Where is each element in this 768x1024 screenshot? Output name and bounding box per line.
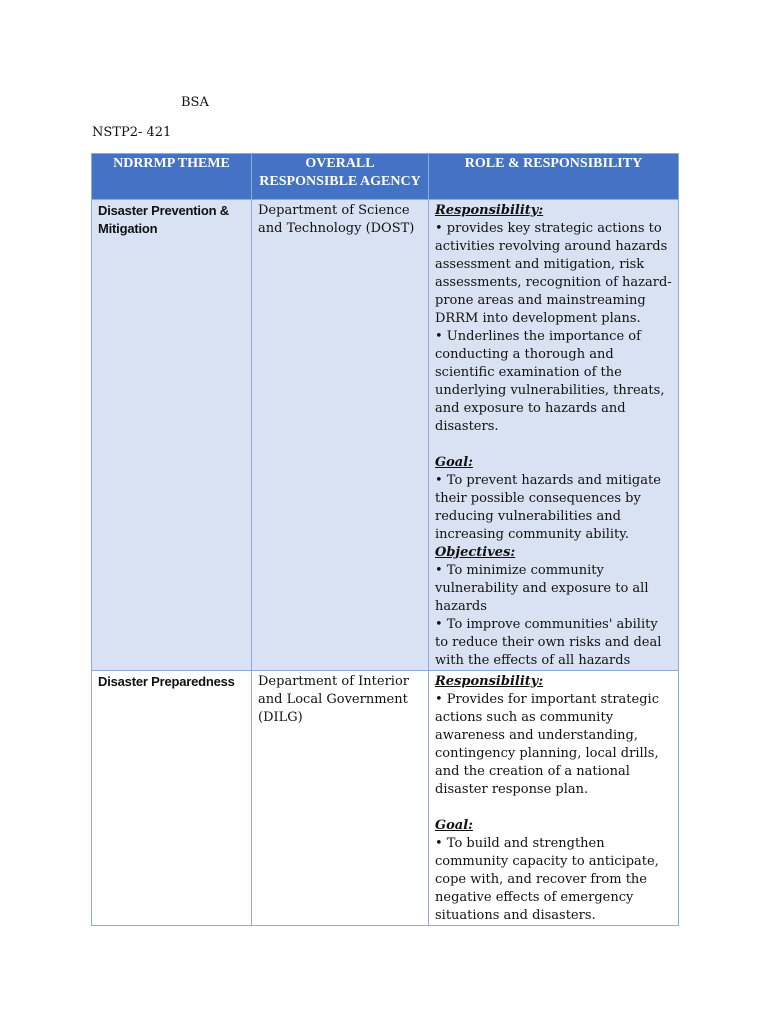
objective-item: • To improve communities' ability to reduce their own risks and deal with the effects of all hazards: [435, 617, 662, 668]
table-row: [92, 671, 679, 926]
ndrrmp-table: [91, 153, 679, 926]
table-header-row: [92, 154, 679, 200]
table-row: [92, 200, 679, 671]
goal-item: • To prevent hazards and mitigate their possible consequences by reducing vulnerabilities and increasing community ability.: [435, 473, 661, 542]
column-header-role: ROLE & RESPONSIBILITY: [429, 154, 679, 200]
goal-item: • To build and strengthen community capacity to anticipate, cope with, and recover from the negative effects of emergency situations and disasters.: [435, 836, 659, 923]
goal-label: Goal:: [435, 455, 473, 470]
course-code: NSTP2- 421: [92, 125, 172, 140]
spacer: [435, 436, 672, 454]
role-cell: [429, 200, 679, 671]
responsibility-label: Responsibility:: [435, 203, 544, 218]
agency-cell: Department of Interior and Local Government (DILG): [252, 671, 429, 926]
responsibility-item: • Provides for important strategic actions such as community awareness and understanding, contingency planning, local drills, and the creation of a national disaster response plan.: [435, 692, 659, 797]
column-header-agency: OVERALL RESPONSIBLE AGENCY: [252, 154, 429, 200]
responsibility-label: Responsibility:: [435, 674, 544, 689]
responsibility-item: • Underlines the importance of conducting a thorough and scientific examination of the underlying vulnerabilities, threats, and exposure to hazards and disasters.: [435, 329, 665, 434]
spacer: [435, 799, 672, 817]
role-cell: [429, 671, 679, 926]
objectives-label: Objectives:: [435, 545, 516, 560]
column-header-theme: NDRRMP THEME: [92, 154, 252, 200]
agency-cell: Department of Science and Technology (DOST): [252, 200, 429, 671]
student-name: BSA: [181, 95, 209, 110]
theme-cell: Disaster Preparedness: [92, 671, 252, 926]
objective-item: • To minimize community vulnerability and exposure to all hazards: [435, 563, 649, 614]
goal-label: Goal:: [435, 818, 473, 833]
responsibility-item: • provides key strategic actions to activities revolving around hazards assessment and mitigation, risk assessments, recognition of hazard-prone areas and mainstreaming DRRM into development plans.: [435, 221, 672, 326]
theme-cell: Disaster Prevention & Mitigation: [92, 200, 252, 671]
